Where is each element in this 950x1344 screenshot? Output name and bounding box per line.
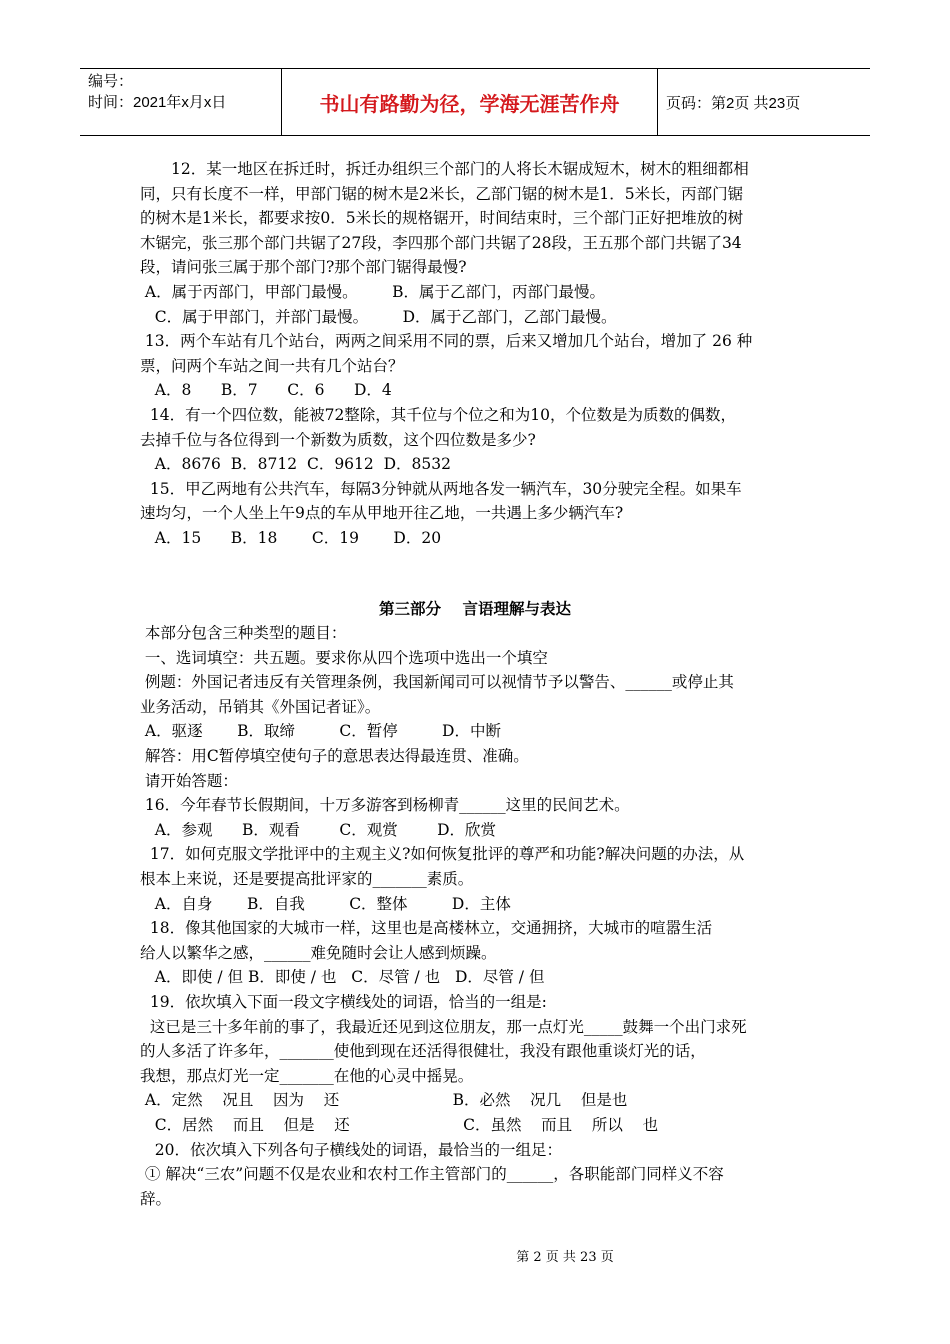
section-heading: 第三部分 言语理解与表达 xyxy=(378,598,572,618)
text-line: 16．今年春节长假期间，十万多游客到杨柳青______这里的民间艺术。 xyxy=(140,796,630,815)
text-line: A．8 B．7 C．6 D．4 xyxy=(140,381,392,400)
text-line: A．参观 B．观看 C．观赏 D．欣赏 xyxy=(140,820,497,839)
text-line: 解答：用C暂停填空使句子的意思表达得最连贯、准确。 xyxy=(140,747,529,766)
text-line: 我想，那点灯光一定_______在他的心灵中摇晃。 xyxy=(140,1066,474,1085)
text-line: 请开始答题： xyxy=(140,771,238,790)
text-line: 例题：外国记者违反有关管理条例，我国新闻司可以视情节予以警告、______或停止其 xyxy=(140,673,734,692)
document-body xyxy=(140,157,810,1211)
text-line: 业务活动，吊销其《外国记者证》。 xyxy=(140,697,381,716)
doc-id-label: 编号： xyxy=(88,73,134,90)
text-line: 15．甲乙两地有公共汽车，每隔3分钟就从两地各发一辆汽车，30分驶完全程。如果车 xyxy=(140,479,742,498)
text-line: 同，只有长度不一样，甲部门锯的树木是2米长，乙部门锯的树木是1．5米长，丙部门锯 xyxy=(140,184,744,203)
text-line: 票，问两个车站之间一共有几个站台？ xyxy=(140,356,404,375)
text-line: ① 解决“三农”问题不仅是农业和农村工作主管部门的______，各职能部门同样义不容 xyxy=(140,1165,724,1184)
text-line: 12．某一地区在拆迁时，拆迁办组织三个部门的人将长木锯成短木，树木的粗细都相 xyxy=(171,160,749,178)
text-line: 20．依次填入下列各句子横线处的词语，最恰当的一组足： xyxy=(140,1140,563,1159)
text-line: C．属于甲部门，并部门最慢。 D．属于乙部门，乙部门最慢。 xyxy=(140,307,617,326)
text-line: 根本上来说，还是要提高批评家的_______素质。 xyxy=(140,870,474,889)
text-line: 18．像其他国家的大城市一样，这里也是高楼林立，交通拥挤，大城市的喧嚣生活 xyxy=(140,919,713,938)
text-line: 速均匀，一个人坐上午9点的车从甲地开往乙地，一共遇上多少辆汽车? xyxy=(140,504,624,523)
header-motto: 书山有路勤为径，学海无涯苦作舟 xyxy=(282,69,658,135)
text-line: A．定然 况且 因为 还 B．必然 况几 但是也 xyxy=(140,1091,628,1110)
text-line: 段，请问张三属于那个部门?那个部门锯得最慢? xyxy=(140,258,467,277)
text-line: A．8676 B．8712 C．9612 D．8532 xyxy=(140,455,451,474)
text-line: 木锯完，张三那个部门共锯了27段，李四那个部门共锯了28段，王五那个部门共锯了34 xyxy=(140,233,742,252)
text-line: 去掉千位与各位得到一个新数为质数，这个四位数是多少? xyxy=(140,430,536,449)
doc-date-label: 时间：2021年x月x日 xyxy=(88,94,227,111)
header-left-cell xyxy=(80,69,282,135)
text-line: 13．两个车站有几个站台，两两之间采用不同的票，后来又增加几个站台，增加了 26 种 xyxy=(140,332,753,351)
text-line: 17．如何克服文学批评中的主观主义?如何恢复批评的尊严和功能?解决问题的办法，从 xyxy=(140,845,745,864)
text-line: A．15 B．18 C．19 D．20 xyxy=(140,528,442,547)
text-line: 19．依坎填入下面一段文字横线处的词语，恰当的一组是: xyxy=(140,993,547,1011)
header-page-code: 页码：第2页 共23页 xyxy=(666,94,801,112)
text-line: C．居然 而且 但是 还 C．虽然 而且 所以 也 xyxy=(140,1115,659,1134)
text-line: A．驱逐 B．取缔 C．暂停 D．中断 xyxy=(140,722,501,741)
text-line: 的树木是1米长，都要求按0．5米长的规格锯开，时间结束时，三个部门正好把堆放的树 xyxy=(140,209,744,228)
footer-page-number: 第 2 页 共 23 页 xyxy=(516,1250,614,1265)
text-line: 这已是三十多年前的事了，我最近还见到这位朋友，那一点灯光_____鼓舞一个出门求死 xyxy=(140,1017,747,1036)
text-line: A．属于丙部门，甲部门最慢。 B．属于乙部门，丙部门最慢。 xyxy=(140,282,606,301)
text-line: 本部分包含三种类型的题目： xyxy=(140,624,347,643)
text-line: 14．有一个四位数，能被72整除，其千位与个位之和为10，个位数是为质数的偶数， xyxy=(140,405,737,424)
text-line: 一、选词填空：共五题。要求你从四个选项中选出一个填空 xyxy=(140,648,548,667)
text-line: 给人以繁华之感，______难免随时会让人感到烦躁。 xyxy=(140,943,497,962)
text-line: 的人多活了许多年，_______使他到现在还活得很健壮，我没有跟他重谈灯光的话， xyxy=(140,1042,706,1061)
text-line: A．即使 / 但 B．即使 / 也 C．尽管 / 也 D．尽管 / 但 xyxy=(140,968,545,987)
text-line: A．自身 B．自我 C．整体 D．主体 xyxy=(140,894,511,913)
page-footer xyxy=(0,1246,950,1265)
text-line: 辞。 xyxy=(140,1189,172,1208)
page-header xyxy=(80,68,870,136)
